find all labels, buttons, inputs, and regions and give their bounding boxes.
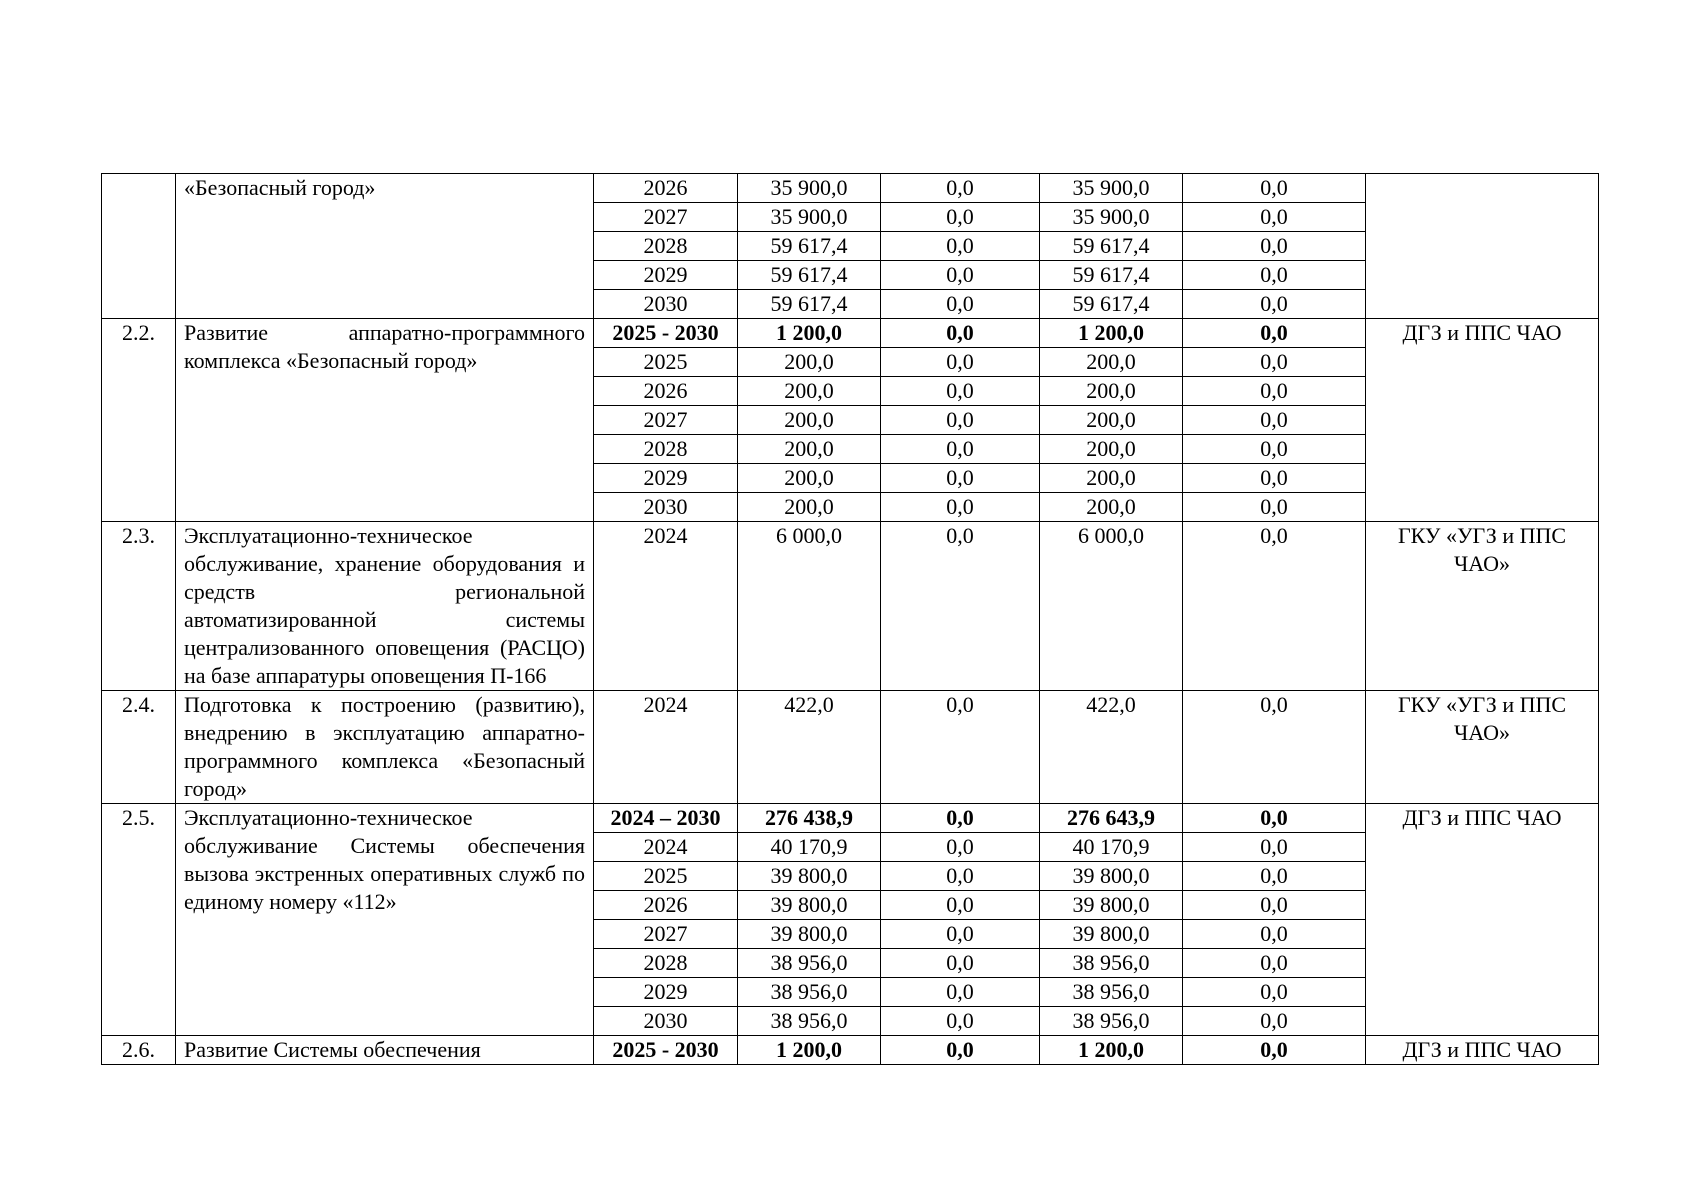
table-row (102, 804, 1599, 833)
federal-budget-cell: 0,0 (881, 203, 1040, 232)
responsible-executor: ГКУ «УГЗ и ППС ЧАО» (1366, 691, 1599, 804)
period-cell: 2024 (594, 522, 738, 691)
total-amount-cell: 200,0 (738, 348, 881, 377)
item-number: 2.2. (102, 319, 176, 522)
item-number: 2.3. (102, 522, 176, 691)
responsible-executor: ДГЗ и ППС ЧАО (1366, 319, 1599, 522)
federal-budget-cell: 0,0 (881, 804, 1040, 833)
total-amount-cell: 39 800,0 (738, 862, 881, 891)
period-cell: 2025 - 2030 (594, 319, 738, 348)
total-amount-cell: 35 900,0 (738, 203, 881, 232)
regional-budget-cell: 40 170,9 (1040, 833, 1183, 862)
total-amount-cell: 38 956,0 (738, 1007, 881, 1036)
federal-budget-cell: 0,0 (881, 232, 1040, 261)
federal-budget-cell: 0,0 (881, 377, 1040, 406)
total-amount-cell: 38 956,0 (738, 949, 881, 978)
total-amount-cell: 200,0 (738, 435, 881, 464)
federal-budget-cell: 0,0 (881, 920, 1040, 949)
federal-budget-cell: 0,0 (881, 862, 1040, 891)
regional-budget-cell: 38 956,0 (1040, 949, 1183, 978)
period-cell: 2025 (594, 862, 738, 891)
other-sources-cell: 0,0 (1183, 203, 1366, 232)
table-row (102, 691, 1599, 804)
other-sources-cell: 0,0 (1183, 1007, 1366, 1036)
regional-budget-cell: 200,0 (1040, 464, 1183, 493)
period-cell: 2028 (594, 232, 738, 261)
budget-table (101, 173, 1599, 1065)
other-sources-cell: 0,0 (1183, 174, 1366, 203)
total-amount-cell: 39 800,0 (738, 891, 881, 920)
other-sources-cell: 0,0 (1183, 377, 1366, 406)
other-sources-cell: 0,0 (1183, 435, 1366, 464)
other-sources-cell: 0,0 (1183, 978, 1366, 1007)
other-sources-cell: 0,0 (1183, 833, 1366, 862)
other-sources-cell: 0,0 (1183, 691, 1366, 804)
other-sources-cell: 0,0 (1183, 348, 1366, 377)
period-cell: 2025 - 2030 (594, 1036, 738, 1065)
total-amount-cell: 1 200,0 (738, 1036, 881, 1065)
total-amount-cell: 1 200,0 (738, 319, 881, 348)
period-cell: 2029 (594, 261, 738, 290)
regional-budget-cell: 200,0 (1040, 493, 1183, 522)
period-cell: 2028 (594, 949, 738, 978)
total-amount-cell: 59 617,4 (738, 290, 881, 319)
table-row (102, 174, 1599, 203)
regional-budget-cell: 59 617,4 (1040, 290, 1183, 319)
federal-budget-cell: 0,0 (881, 978, 1040, 1007)
other-sources-cell: 0,0 (1183, 949, 1366, 978)
regional-budget-cell: 59 617,4 (1040, 232, 1183, 261)
other-sources-cell: 0,0 (1183, 464, 1366, 493)
other-sources-cell: 0,0 (1183, 261, 1366, 290)
regional-budget-cell: 38 956,0 (1040, 1007, 1183, 1036)
regional-budget-cell: 200,0 (1040, 377, 1183, 406)
federal-budget-cell: 0,0 (881, 435, 1040, 464)
federal-budget-cell: 0,0 (881, 1007, 1040, 1036)
period-cell: 2027 (594, 920, 738, 949)
federal-budget-cell: 0,0 (881, 691, 1040, 804)
other-sources-cell: 0,0 (1183, 920, 1366, 949)
federal-budget-cell: 0,0 (881, 319, 1040, 348)
other-sources-cell: 0,0 (1183, 493, 1366, 522)
regional-budget-cell: 200,0 (1040, 435, 1183, 464)
item-number: 2.4. (102, 691, 176, 804)
other-sources-cell: 0,0 (1183, 290, 1366, 319)
item-name: «Безопасный город» (176, 174, 594, 319)
federal-budget-cell: 0,0 (881, 891, 1040, 920)
period-cell: 2024 (594, 833, 738, 862)
table-row (102, 319, 1599, 348)
federal-budget-cell: 0,0 (881, 493, 1040, 522)
total-amount-cell: 39 800,0 (738, 920, 881, 949)
period-cell: 2024 (594, 691, 738, 804)
regional-budget-cell: 1 200,0 (1040, 319, 1183, 348)
total-amount-cell: 200,0 (738, 377, 881, 406)
regional-budget-cell: 39 800,0 (1040, 920, 1183, 949)
total-amount-cell: 276 438,9 (738, 804, 881, 833)
federal-budget-cell: 0,0 (881, 348, 1040, 377)
other-sources-cell: 0,0 (1183, 522, 1366, 691)
total-amount-cell: 6 000,0 (738, 522, 881, 691)
period-cell: 2027 (594, 203, 738, 232)
federal-budget-cell: 0,0 (881, 522, 1040, 691)
other-sources-cell: 0,0 (1183, 406, 1366, 435)
total-amount-cell: 200,0 (738, 493, 881, 522)
item-name: Подготовка к построению (развитию), внедрению в эксплуатацию аппаратно-программного комплекса «Безопасный город» (176, 691, 594, 804)
table-row (102, 1036, 1599, 1065)
total-amount-cell: 422,0 (738, 691, 881, 804)
period-cell: 2027 (594, 406, 738, 435)
regional-budget-cell: 59 617,4 (1040, 261, 1183, 290)
period-cell: 2030 (594, 290, 738, 319)
period-cell: 2030 (594, 1007, 738, 1036)
table-body (102, 174, 1599, 1065)
period-cell: 2025 (594, 348, 738, 377)
total-amount-cell: 35 900,0 (738, 174, 881, 203)
total-amount-cell: 59 617,4 (738, 261, 881, 290)
other-sources-cell: 0,0 (1183, 891, 1366, 920)
period-cell: 2024 – 2030 (594, 804, 738, 833)
period-cell: 2029 (594, 464, 738, 493)
regional-budget-cell: 6 000,0 (1040, 522, 1183, 691)
item-name: Развитие Системы обеспечения (176, 1036, 594, 1065)
regional-budget-cell: 422,0 (1040, 691, 1183, 804)
total-amount-cell: 59 617,4 (738, 232, 881, 261)
item-name: Развитие аппаратно-программного комплекса «Безопасный город» (176, 319, 594, 522)
item-number: 2.5. (102, 804, 176, 1036)
federal-budget-cell: 0,0 (881, 261, 1040, 290)
other-sources-cell: 0,0 (1183, 1036, 1366, 1065)
period-cell: 2026 (594, 174, 738, 203)
responsible-executor (1366, 174, 1599, 319)
total-amount-cell: 38 956,0 (738, 978, 881, 1007)
responsible-executor: ДГЗ и ППС ЧАО (1366, 804, 1599, 1036)
period-cell: 2030 (594, 493, 738, 522)
regional-budget-cell: 38 956,0 (1040, 978, 1183, 1007)
responsible-executor: ДГЗ и ППС ЧАО (1366, 1036, 1599, 1065)
regional-budget-cell: 39 800,0 (1040, 891, 1183, 920)
item-number (102, 174, 176, 319)
item-name: Эксплуатационно-техническое обслуживание, хранение оборудования и средств региональной автоматизированной системы централизованного оповещения (РАСЦО) на базе аппаратуры оповещения П-166 (176, 522, 594, 691)
regional-budget-cell: 35 900,0 (1040, 203, 1183, 232)
item-name: Эксплуатационно-техническое обслуживание Системы обеспечения вызова экстренных оперативных служб по единому номеру «112» (176, 804, 594, 1036)
federal-budget-cell: 0,0 (881, 1036, 1040, 1065)
regional-budget-cell: 276 643,9 (1040, 804, 1183, 833)
period-cell: 2026 (594, 377, 738, 406)
other-sources-cell: 0,0 (1183, 862, 1366, 891)
total-amount-cell: 200,0 (738, 406, 881, 435)
federal-budget-cell: 0,0 (881, 833, 1040, 862)
other-sources-cell: 0,0 (1183, 232, 1366, 261)
period-cell: 2026 (594, 891, 738, 920)
item-number: 2.6. (102, 1036, 176, 1065)
responsible-executor: ГКУ «УГЗ и ППС ЧАО» (1366, 522, 1599, 691)
federal-budget-cell: 0,0 (881, 290, 1040, 319)
total-amount-cell: 40 170,9 (738, 833, 881, 862)
regional-budget-cell: 1 200,0 (1040, 1036, 1183, 1065)
period-cell: 2029 (594, 978, 738, 1007)
other-sources-cell: 0,0 (1183, 804, 1366, 833)
regional-budget-cell: 35 900,0 (1040, 174, 1183, 203)
other-sources-cell: 0,0 (1183, 319, 1366, 348)
federal-budget-cell: 0,0 (881, 464, 1040, 493)
federal-budget-cell: 0,0 (881, 406, 1040, 435)
total-amount-cell: 200,0 (738, 464, 881, 493)
regional-budget-cell: 39 800,0 (1040, 862, 1183, 891)
federal-budget-cell: 0,0 (881, 174, 1040, 203)
regional-budget-cell: 200,0 (1040, 348, 1183, 377)
period-cell: 2028 (594, 435, 738, 464)
regional-budget-cell: 200,0 (1040, 406, 1183, 435)
table-row (102, 522, 1599, 691)
federal-budget-cell: 0,0 (881, 949, 1040, 978)
